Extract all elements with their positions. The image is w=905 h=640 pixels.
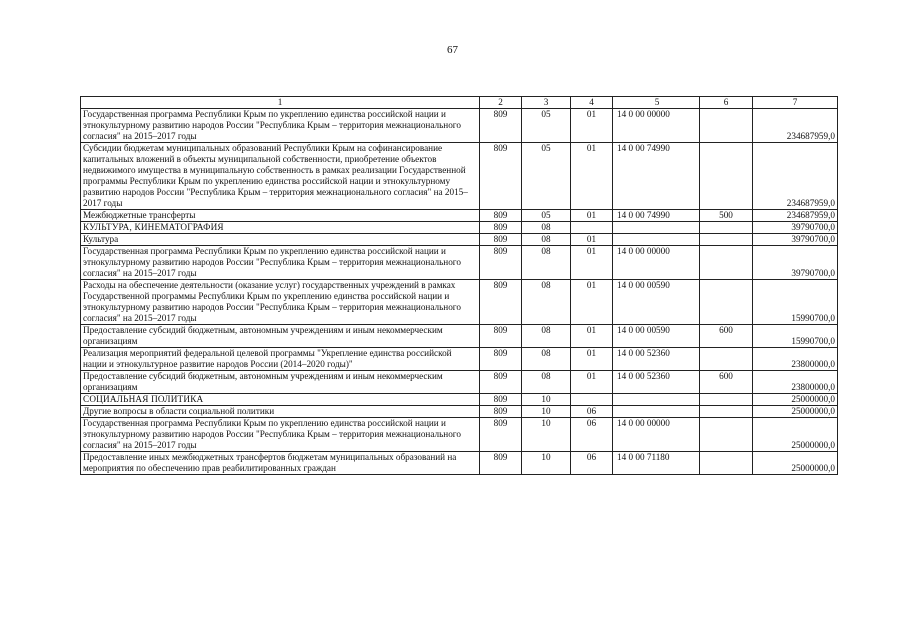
cell-target-article: 14 0 00 74990 (613, 210, 700, 222)
table-row (81, 325, 838, 348)
cell-amount: 39790700,0 (753, 222, 838, 234)
cell-amount: 234687959,0 (753, 210, 838, 222)
table-body (81, 109, 838, 475)
cell-target-article (613, 394, 700, 406)
cell-expense-type (700, 109, 753, 143)
cell-section-code: 10 (522, 452, 571, 475)
cell-section-code: 05 (522, 210, 571, 222)
row-description: Расходы на обеспечение деятельности (оказание услуг) государственных учреждений в рамках Государственной программы Республики Крым по укреплению единства российской нации и этнокультурному развитию народов России "Республика Крым – территория межнационального согласия" на 2015–2017 годы (81, 280, 480, 325)
table-row (81, 280, 838, 325)
cell-ministry-code: 809 (480, 325, 522, 348)
table-row (81, 394, 838, 406)
cell-ministry-code: 809 (480, 143, 522, 210)
cell-expense-type (700, 418, 753, 452)
table-row (81, 418, 838, 452)
cell-section-code: 08 (522, 234, 571, 246)
cell-amount: 39790700,0 (753, 234, 838, 246)
cell-section-code: 05 (522, 109, 571, 143)
cell-amount: 234687959,0 (753, 143, 838, 210)
cell-subsection-code: 01 (571, 210, 613, 222)
cell-amount: 25000000,0 (753, 406, 838, 418)
cell-amount: 23800000,0 (753, 348, 838, 371)
cell-section-code: 08 (522, 222, 571, 234)
cell-subsection-code: 01 (571, 325, 613, 348)
row-description: Реализация мероприятий федеральной целевой программы "Укрепление единства российской нации и этнокультурное развитие народов России (2014–2020 годы)" (81, 348, 480, 371)
cell-subsection-code: 01 (571, 109, 613, 143)
cell-section-code: 08 (522, 280, 571, 325)
cell-expense-type (700, 280, 753, 325)
cell-ministry-code: 809 (480, 246, 522, 280)
cell-expense-type (700, 234, 753, 246)
cell-subsection-code: 06 (571, 418, 613, 452)
column-header: 3 (522, 97, 571, 109)
row-description: СОЦИАЛЬНАЯ ПОЛИТИКА (81, 394, 480, 406)
row-description: Культура (81, 234, 480, 246)
cell-section-code: 05 (522, 143, 571, 210)
table-header-row (81, 97, 838, 109)
cell-target-article: 14 0 00 00000 (613, 109, 700, 143)
cell-target-article (613, 222, 700, 234)
table-row (81, 210, 838, 222)
cell-subsection-code: 01 (571, 371, 613, 394)
cell-target-article: 14 0 00 00590 (613, 280, 700, 325)
cell-subsection-code: 01 (571, 143, 613, 210)
table-row (81, 109, 838, 143)
cell-target-article: 14 0 00 52360 (613, 348, 700, 371)
budget-table (80, 96, 838, 475)
cell-section-code: 10 (522, 394, 571, 406)
cell-section-code: 08 (522, 348, 571, 371)
table-row (81, 234, 838, 246)
cell-section-code: 10 (522, 418, 571, 452)
cell-ministry-code: 809 (480, 210, 522, 222)
cell-expense-type (700, 143, 753, 210)
cell-section-code: 10 (522, 406, 571, 418)
row-description: Предоставление субсидий бюджетным, автономным учреждениям и иным некоммерческим организациям (81, 371, 480, 394)
cell-section-code: 08 (522, 325, 571, 348)
row-description: Государственная программа Республики Крым по укреплению единства российской нации и этнокультурному развитию народов России "Республика Крым – территория межнационального согласия" на 2015–2017 годы (81, 109, 480, 143)
cell-subsection-code: 06 (571, 406, 613, 418)
row-description: Государственная программа Республики Крым по укреплению единства российской нации и этнокультурному развитию народов России "Республика Крым – территория межнационального согласия" на 2015–2017 годы (81, 418, 480, 452)
page-number: 67 (447, 44, 458, 56)
cell-section-code: 08 (522, 246, 571, 280)
cell-amount: 39790700,0 (753, 246, 838, 280)
table-row (81, 371, 838, 394)
cell-subsection-code (571, 222, 613, 234)
cell-amount: 25000000,0 (753, 418, 838, 452)
row-description: Предоставление субсидий бюджетным, автономным учреждениям и иным некоммерческим организациям (81, 325, 480, 348)
table-row (81, 348, 838, 371)
cell-target-article (613, 406, 700, 418)
cell-subsection-code: 01 (571, 280, 613, 325)
column-header: 1 (81, 97, 480, 109)
row-description: Субсидии бюджетам муниципальных образований Республики Крым на софинансирование капитальных вложений в объекты муниципальной собственности, приобретение объектов недвижимого имущества в муниципальную собственность в рамках реализации Государственной программы Республики Крым по укреплению единства российской нации и этнокультурному развитию народов России "Республика Крым – территория межнационального согласия" на 2015–2017 годы (81, 143, 480, 210)
cell-target-article (613, 234, 700, 246)
cell-ministry-code: 809 (480, 371, 522, 394)
column-header: 6 (700, 97, 753, 109)
cell-ministry-code: 809 (480, 406, 522, 418)
cell-ministry-code: 809 (480, 394, 522, 406)
row-description: Межбюджетные трансферты (81, 210, 480, 222)
cell-target-article: 14 0 00 52360 (613, 371, 700, 394)
cell-ministry-code: 809 (480, 222, 522, 234)
table-row (81, 452, 838, 475)
cell-target-article: 14 0 00 00000 (613, 246, 700, 280)
row-description: Государственная программа Республики Крым по укреплению единства российской нации и этнокультурному развитию народов России "Республика Крым – территория межнационального согласия" на 2015–2017 годы (81, 246, 480, 280)
cell-ministry-code: 809 (480, 418, 522, 452)
cell-subsection-code: 06 (571, 452, 613, 475)
column-header: 7 (753, 97, 838, 109)
cell-ministry-code: 809 (480, 234, 522, 246)
cell-expense-type: 600 (700, 371, 753, 394)
column-header: 4 (571, 97, 613, 109)
cell-amount: 234687959,0 (753, 109, 838, 143)
table-row (81, 246, 838, 280)
cell-amount: 23800000,0 (753, 371, 838, 394)
cell-expense-type (700, 222, 753, 234)
cell-amount: 15990700,0 (753, 325, 838, 348)
table-row (81, 143, 838, 210)
cell-amount: 15990700,0 (753, 280, 838, 325)
cell-expense-type (700, 348, 753, 371)
cell-amount: 25000000,0 (753, 394, 838, 406)
cell-subsection-code: 01 (571, 348, 613, 371)
table-row (81, 406, 838, 418)
cell-target-article: 14 0 00 00590 (613, 325, 700, 348)
cell-subsection-code: 01 (571, 234, 613, 246)
cell-target-article: 14 0 00 00000 (613, 418, 700, 452)
cell-target-article: 14 0 00 74990 (613, 143, 700, 210)
cell-subsection-code (571, 394, 613, 406)
cell-target-article: 14 0 00 71180 (613, 452, 700, 475)
cell-expense-type (700, 406, 753, 418)
cell-expense-type (700, 452, 753, 475)
column-header: 2 (480, 97, 522, 109)
cell-ministry-code: 809 (480, 280, 522, 325)
cell-ministry-code: 809 (480, 452, 522, 475)
row-description: Предоставление иных межбюджетных трансфертов бюджетам муниципальных образований на мероприятия по обеспечению прав реабилитированных граждан (81, 452, 480, 475)
cell-expense-type: 500 (700, 210, 753, 222)
cell-ministry-code: 809 (480, 348, 522, 371)
cell-section-code: 08 (522, 371, 571, 394)
row-description: Другие вопросы в области социальной политики (81, 406, 480, 418)
cell-expense-type (700, 394, 753, 406)
column-header: 5 (613, 97, 700, 109)
table-row (81, 222, 838, 234)
cell-ministry-code: 809 (480, 109, 522, 143)
row-description: КУЛЬТУРА, КИНЕМАТОГРАФИЯ (81, 222, 480, 234)
cell-amount: 25000000,0 (753, 452, 838, 475)
cell-expense-type (700, 246, 753, 280)
cell-expense-type: 600 (700, 325, 753, 348)
cell-subsection-code: 01 (571, 246, 613, 280)
